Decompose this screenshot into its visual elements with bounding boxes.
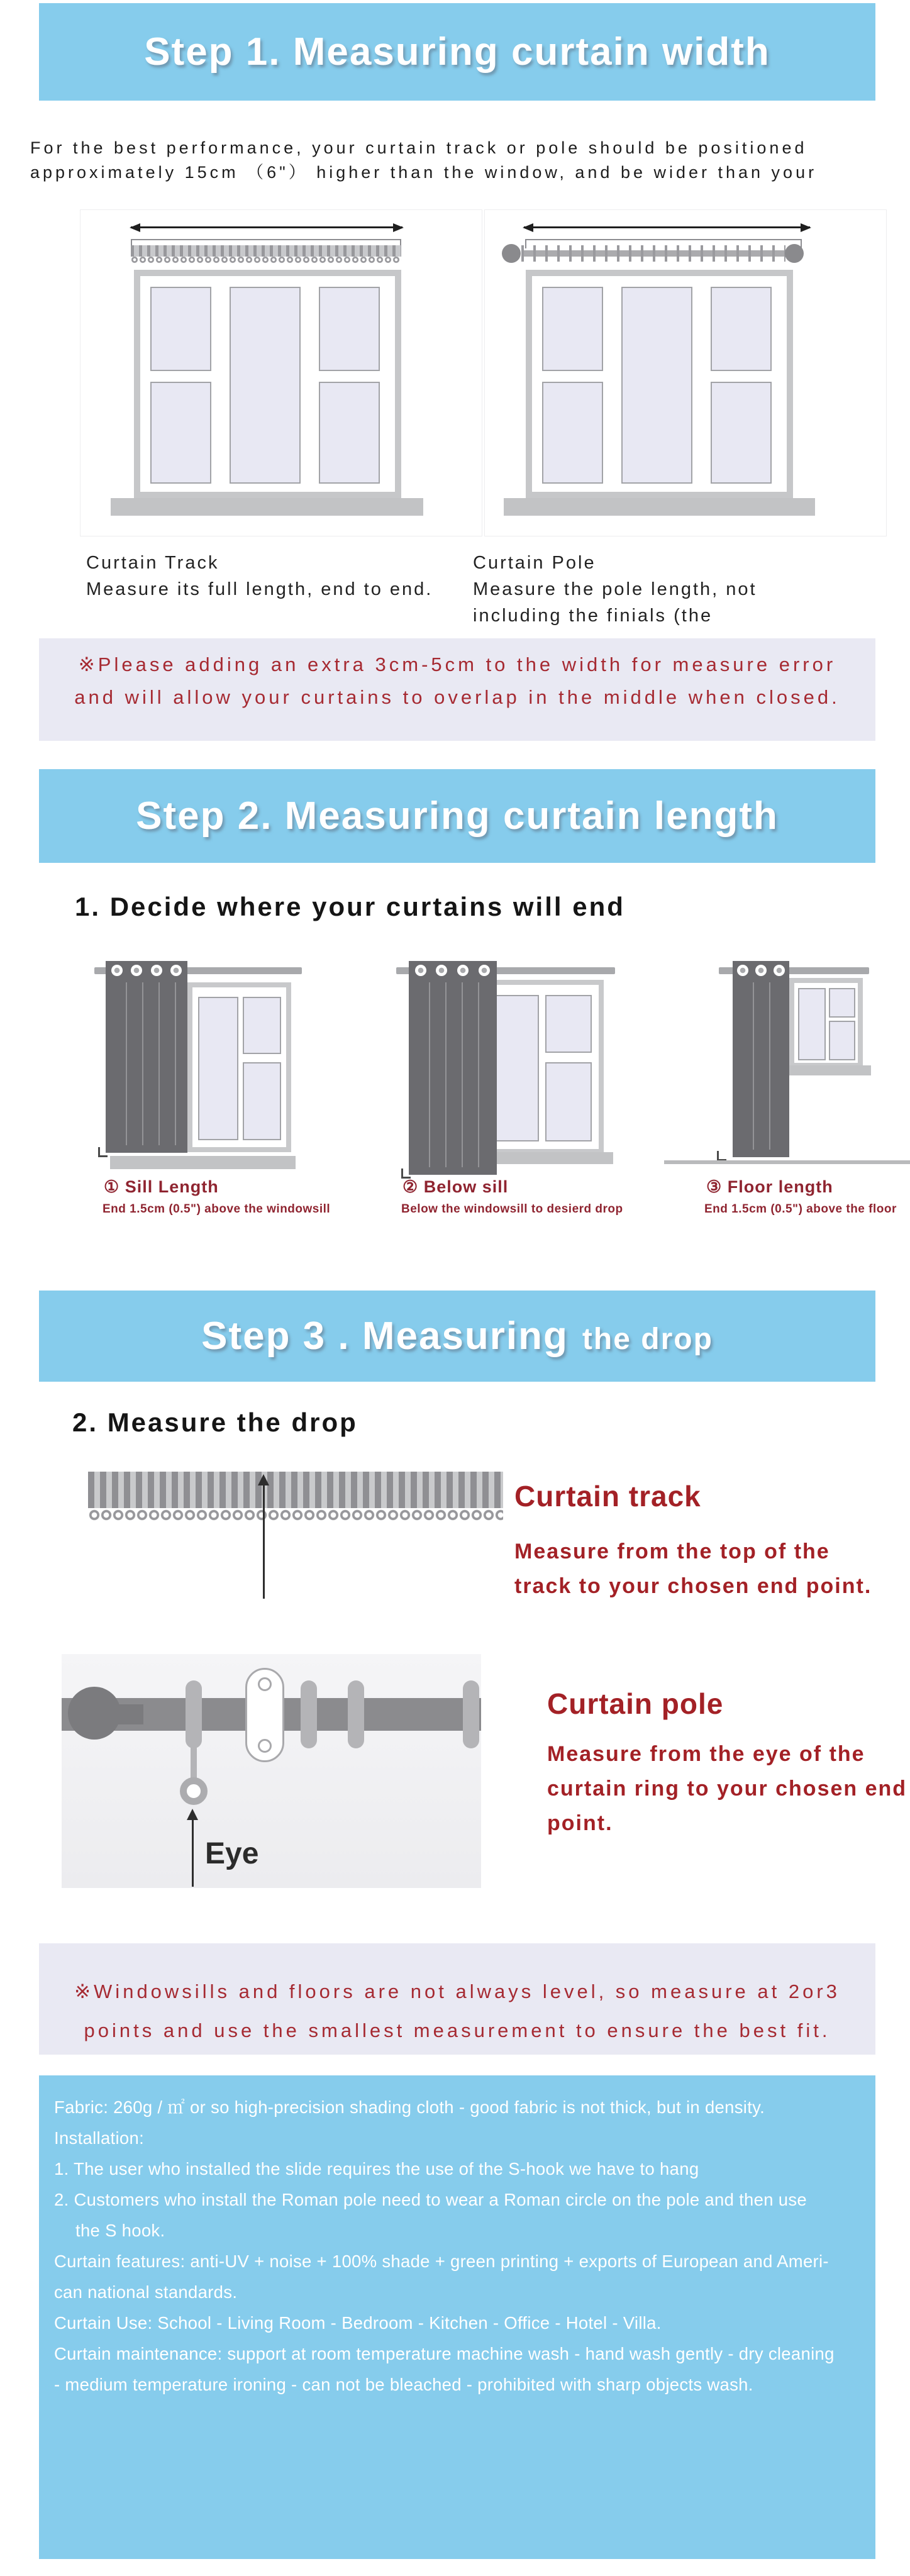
windowsill (110, 1156, 296, 1169)
footer-line: Fabric: 260g / ㎡ or so high-precision shading cloth - good fabric is not thick, but in density. (54, 2097, 765, 2117)
intro-line-1: For the best performance, your curtain track or pole should be positioned (30, 138, 807, 157)
grommet-icon (737, 965, 748, 976)
window-illustration (134, 270, 401, 498)
window-pane (829, 1021, 855, 1061)
footer-line: Installation: (54, 2128, 145, 2148)
ring-link (191, 1746, 197, 1779)
pole-instruction-line: Measure from the eye of the (547, 1742, 865, 1766)
curtain-track-card (80, 209, 482, 536)
step3-heading: 2. Measure the drop (72, 1407, 358, 1437)
window-pane (545, 1062, 592, 1142)
footer-line: 2. Customers who install the Roman pole need to wear a Roman circle on the pole and then use (54, 2190, 807, 2209)
window-pane (319, 382, 380, 484)
window-pane (545, 995, 592, 1053)
pole-measure-card (62, 1654, 481, 1888)
pole-finial-icon (68, 1687, 121, 1740)
caption-title: Curtain Pole (473, 553, 596, 573)
step2-banner-title: Step 2. Measuring curtain length (136, 794, 779, 838)
bracket-screw-hole (258, 1677, 272, 1691)
curtain-track-illustration (131, 245, 401, 257)
grommet-icon (755, 965, 767, 976)
caption-body: Measure the pole length, not (473, 579, 757, 599)
window-pane (198, 997, 238, 1140)
intro-line-2: approximately 15cm （6"） higher than the window, and be wider than your (30, 163, 818, 182)
window-pane (243, 1062, 281, 1140)
footer-line: Curtain Use: School - Living Room - Bedroom - Kitchen - Office - Hotel - Villa. (54, 2313, 662, 2333)
window-pane (829, 988, 855, 1018)
product-info-footer (39, 2075, 875, 2559)
window-pane (621, 287, 692, 484)
drop-arrow-icon (263, 1484, 265, 1599)
finial-collar (117, 1704, 143, 1724)
end-marker-icon (717, 1151, 726, 1161)
pole-instruction (547, 1687, 907, 1841)
step1-intro (30, 136, 889, 185)
window-pane (711, 382, 772, 484)
curtain-panel (106, 961, 187, 1153)
footer-line: Curtain maintenance: support at room temperature machine wash - hand wash gently - dry cleaning (54, 2344, 835, 2363)
track-instruction (514, 1479, 872, 1604)
window-pane (230, 287, 301, 484)
grommet-icon (479, 965, 490, 976)
length-option-below-sill (396, 956, 623, 1226)
grommet-icon (170, 965, 182, 976)
grommet-icon (415, 965, 426, 976)
width-arrow-icon (524, 226, 810, 228)
track-hooks-icon (88, 1508, 503, 1524)
width-note-box (39, 638, 875, 741)
caption-body: including the finials (the (473, 606, 713, 626)
track-instruction-line: Measure from the top of the (514, 1540, 830, 1563)
window-pane (490, 995, 539, 1142)
option-desc: End 1.5cm (0.5") above the floor (704, 1202, 897, 1216)
step1-banner (39, 3, 875, 101)
curtain-ring-icon (186, 1680, 202, 1748)
eye-label: Eye (205, 1837, 259, 1870)
curtain-folds (414, 982, 492, 1167)
grommet-icon (151, 965, 162, 976)
window-pane (711, 287, 772, 371)
note-line: and will allow your curtains to overlap in the middle when closed. (74, 686, 840, 708)
caption-title: Curtain Track (86, 553, 219, 573)
curtain-panel (409, 961, 497, 1175)
length-option-floor (664, 956, 910, 1226)
pole-instruction-line: curtain ring to your chosen end (547, 1777, 907, 1801)
window-pane (542, 287, 603, 371)
drop-track-illustration (88, 1472, 503, 1508)
step2-heading: 1. Decide where your curtains will end (75, 892, 625, 921)
pole-instruction-title: Curtain pole (547, 1687, 724, 1720)
curtain-folds (111, 982, 182, 1145)
step2-banner (39, 769, 875, 863)
window-pane (542, 382, 603, 484)
end-marker-icon (98, 1147, 108, 1157)
option-label: ① Sill Length (104, 1177, 219, 1196)
window-pane (798, 988, 826, 1061)
note-line: ※Windowsills and floors are not always level, so measure at 2or3 (74, 1980, 840, 2002)
grommet-icon (457, 965, 469, 976)
curtain-ring-icon (348, 1680, 364, 1748)
step1-banner-title: Step 1. Measuring curtain width (144, 30, 770, 74)
footer-line: - medium temperature ironing - can not be bleached - prohibited with sharp objects wash. (54, 2375, 753, 2394)
grommet-icon (111, 965, 123, 976)
bracket-screw-hole (258, 1739, 272, 1753)
window-illustration (526, 270, 793, 498)
caption-body: Measure its full length, end to end. (86, 579, 433, 599)
curtain-track-caption (86, 550, 433, 602)
track-instruction-title: Curtain track (514, 1480, 701, 1513)
curtain-ring-icon (301, 1680, 317, 1748)
note-line: ※Please adding an extra 3cm-5cm to the width for measure error (78, 653, 836, 675)
windowsill (504, 498, 815, 516)
step3-title-sub: the drop (582, 1323, 713, 1356)
step3-banner-title (201, 1314, 713, 1358)
pole-finial-left-icon (502, 244, 521, 263)
window-frame (532, 276, 787, 492)
curtain-pole-card (484, 209, 887, 536)
width-arrow-icon (131, 226, 402, 228)
option-label: ③ Floor length (706, 1177, 833, 1196)
note-line: points and use the smallest measurement to ensure the best fit. (84, 2019, 831, 2041)
option-desc: Below the windowsill to desierd drop (401, 1202, 623, 1216)
footer-line: 1. The user who installed the slide requires the use of the S-hook we have to hang (54, 2159, 699, 2179)
step3-title-main: Step 3 . Measuring (201, 1314, 569, 1358)
option-desc: End 1.5cm (0.5") above the windowsill (103, 1202, 331, 1216)
window-pane (150, 382, 211, 484)
pole-instruction-line: point. (547, 1811, 613, 1835)
window-illustration (478, 980, 604, 1154)
window-pane (243, 997, 281, 1053)
length-option-sill (94, 956, 340, 1226)
window-pane (319, 287, 380, 371)
windowsill (784, 1065, 871, 1075)
window-illustration (187, 982, 291, 1152)
wall-bracket-icon (245, 1668, 284, 1762)
floor-line (664, 1160, 910, 1164)
grommet-icon (774, 965, 785, 976)
track-instruction-line: track to your chosen end point. (514, 1574, 872, 1598)
window-illustration (789, 978, 863, 1068)
ring-eye-icon (180, 1777, 208, 1805)
step3-banner (39, 1291, 875, 1382)
track-hooks-icon (131, 257, 401, 264)
curtain-pole-illustration (521, 245, 785, 262)
grommet-icon (436, 965, 447, 976)
grommet-icon (131, 965, 142, 976)
option-label: ② Below sill (402, 1177, 509, 1196)
curtain-panel (733, 961, 789, 1157)
footer-line: Curtain features: anti-UV + noise + 100% shade + green printing + exports of European and Ameri- (54, 2251, 829, 2271)
pole-finial-right-icon (785, 244, 804, 263)
windowsill (111, 498, 423, 516)
eye-arrow-icon (192, 1819, 194, 1887)
window-pane (150, 287, 211, 371)
curtain-folds (738, 982, 784, 1150)
window-frame (140, 276, 395, 492)
footer-line: can national standards. (54, 2282, 238, 2302)
level-note-box (39, 1943, 875, 2055)
footer-line: the S hook. (75, 2221, 165, 2240)
curtain-ring-icon (463, 1680, 479, 1748)
curtain-pole-caption (473, 550, 757, 629)
